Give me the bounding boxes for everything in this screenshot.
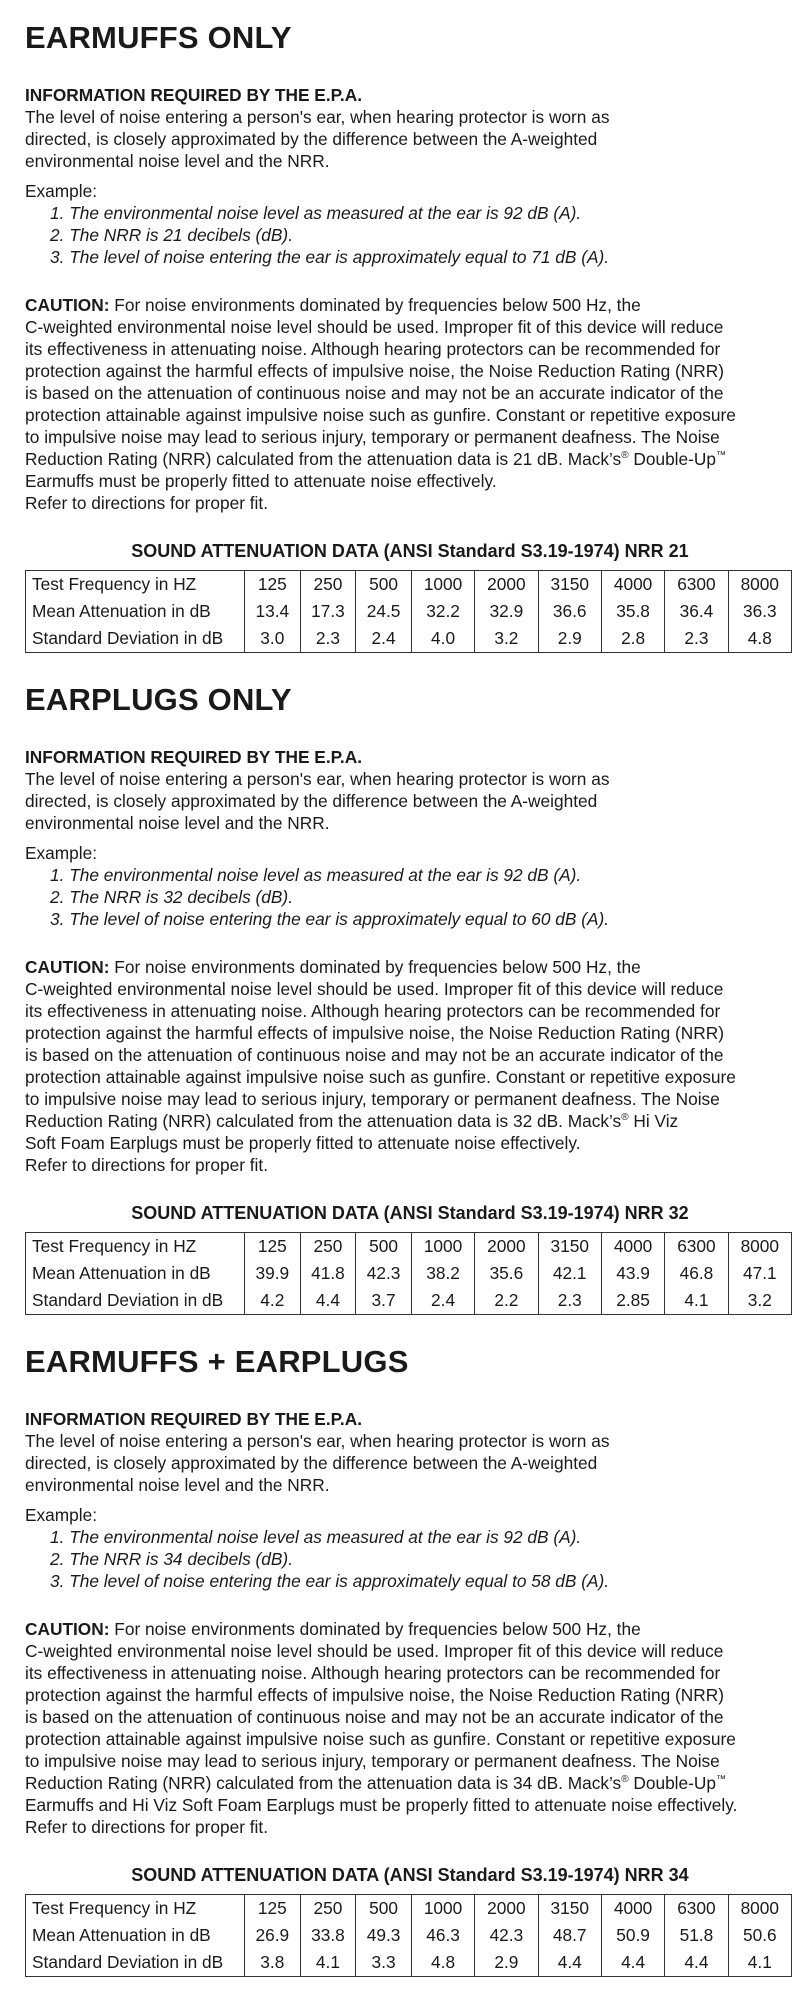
table-row	[26, 1949, 792, 1977]
table-cell: 32.9	[475, 598, 538, 625]
table-cell: 42.1	[538, 1260, 601, 1287]
table-title: SOUND ATTENUATION DATA (ANSI Standard S3.19-1974) NRR 34	[131, 1865, 689, 1885]
table-title: SOUND ATTENUATION DATA (ANSI Standard S3.19-1974) NRR 21	[131, 541, 689, 561]
caution-line: Earmuffs must be properly fitted to attenuate noise effectively.	[25, 471, 497, 491]
caution-text: For noise environments dominated by frequencies below 500 Hz, the	[109, 1619, 641, 1639]
table-cell: 2.4	[411, 1287, 474, 1315]
caution-line	[25, 956, 795, 978]
table-row	[26, 1233, 792, 1261]
table-cell: 35.6	[475, 1260, 538, 1287]
table-row	[26, 1922, 792, 1949]
table-cell: 3.2	[728, 1287, 791, 1315]
example-block	[25, 180, 795, 268]
table-cell: 2.3	[665, 625, 728, 653]
epa-info-block	[25, 746, 795, 834]
table-cell: 6300	[665, 1233, 728, 1261]
caution-line: C-weighted environmental noise level should be used. Improper fit of this device will reduce	[25, 1641, 724, 1661]
table-cell: 2.9	[475, 1949, 538, 1977]
table-title: SOUND ATTENUATION DATA (ANSI Standard S3.19-1974) NRR 32	[131, 1203, 689, 1223]
table-cell: 125	[245, 1233, 301, 1261]
caution-label: CAUTION:	[25, 1619, 110, 1639]
table-cell: 4000	[601, 1895, 664, 1923]
table-cell: 32.2	[411, 598, 474, 625]
caution-line: its effectiveness in attenuating noise. Although hearing protectors can be recommended for	[25, 1001, 721, 1021]
table-cell: 4.4	[300, 1287, 356, 1315]
row-label: Mean Attenuation in dB	[26, 598, 245, 625]
table-cell: 2.4	[356, 625, 412, 653]
table-cell: 42.3	[356, 1260, 412, 1287]
table-cell: 4.8	[411, 1949, 474, 1977]
caution-line: protection against the harmful effects of impulsive noise, the Noise Reduction Rating (NRR)	[25, 361, 724, 381]
table-cell: 2.3	[300, 625, 356, 653]
table-cell: 43.9	[601, 1260, 664, 1287]
table-cell: 8000	[728, 1233, 791, 1261]
caution-line: Reduction Rating (NRR) calculated from the attenuation data is 21 dB. Mack’s® Double-Up™	[25, 449, 726, 469]
table-row	[26, 571, 792, 599]
table-cell: 33.8	[300, 1922, 356, 1949]
caution-line: Earmuffs and Hi Viz Soft Foam Earplugs must be properly fitted to attenuate noise effectively.	[25, 1795, 738, 1815]
row-label: Mean Attenuation in dB	[26, 1922, 245, 1949]
example-label: Example:	[25, 1505, 98, 1525]
caution-block	[25, 1618, 795, 1838]
epa-line: The level of noise entering a person's ear, when hearing protector is worn as	[25, 1431, 610, 1451]
caution-line: is based on the attenuation of continuous noise and may not be an accurate indicator of the	[25, 383, 724, 403]
epa-line: environmental noise level and the NRR.	[25, 151, 330, 171]
row-label: Standard Deviation in dB	[26, 1287, 245, 1315]
table-cell: 51.8	[665, 1922, 728, 1949]
table-cell: 36.3	[728, 598, 791, 625]
epa-title: INFORMATION REQUIRED BY THE E.P.A.	[25, 1409, 363, 1429]
table-cell: 6300	[665, 1895, 728, 1923]
example-label: Example:	[25, 181, 98, 201]
table-cell: 1000	[411, 1233, 474, 1261]
epa-line: directed, is closely approximated by the difference between the A-weighted	[25, 1453, 598, 1473]
row-label: Standard Deviation in dB	[26, 625, 245, 653]
table-cell: 47.1	[728, 1260, 791, 1287]
table-cell: 2.3	[538, 1287, 601, 1315]
table-cell: 42.3	[475, 1922, 538, 1949]
table-cell: 4.4	[665, 1949, 728, 1977]
caution-block	[25, 294, 795, 514]
table-cell: 26.9	[245, 1922, 301, 1949]
row-label: Test Frequency in HZ	[26, 571, 245, 599]
caution-line: its effectiveness in attenuating noise. Although hearing protectors can be recommended for	[25, 339, 721, 359]
example-item: 2. The NRR is 32 decibels (dB).	[50, 887, 293, 907]
caution-label: CAUTION:	[25, 295, 110, 315]
caution-line	[25, 1618, 795, 1640]
caution-line: protection attainable against impulsive noise such as gunfire. Constant or repetitive exposure	[25, 405, 736, 425]
caution-line: to impulsive noise may lead to serious injury, temporary or permanent deafness. The Noise	[25, 427, 720, 447]
table-cell: 8000	[728, 1895, 791, 1923]
table-cell: 3.8	[245, 1949, 301, 1977]
table-cell: 250	[300, 1233, 356, 1261]
table-cell: 6300	[665, 571, 728, 599]
table-cell: 4.1	[728, 1949, 791, 1977]
table-cell: 4.0	[411, 625, 474, 653]
table-cell: 41.8	[300, 1260, 356, 1287]
caution-line: C-weighted environmental noise level should be used. Improper fit of this device will reduce	[25, 317, 724, 337]
table-row	[26, 1260, 792, 1287]
caution-line: protection against the harmful effects of impulsive noise, the Noise Reduction Rating (NRR)	[25, 1685, 724, 1705]
caution-block	[25, 956, 795, 1176]
section-heading: EARMUFFS ONLY	[25, 20, 292, 55]
table-cell: 125	[245, 1895, 301, 1923]
table-row	[26, 1287, 792, 1315]
table-cell: 4.1	[665, 1287, 728, 1315]
table-cell: 3150	[538, 571, 601, 599]
caution-line: protection attainable against impulsive noise such as gunfire. Constant or repetitive exposure	[25, 1729, 736, 1749]
table-cell: 35.8	[601, 598, 664, 625]
caution-line: its effectiveness in attenuating noise. Although hearing protectors can be recommended for	[25, 1663, 721, 1683]
epa-line: environmental noise level and the NRR.	[25, 1475, 330, 1495]
caution-text: For noise environments dominated by frequencies below 500 Hz, the	[109, 957, 641, 977]
example-label: Example:	[25, 843, 98, 863]
table-cell: 8000	[728, 571, 791, 599]
caution-line: to impulsive noise may lead to serious injury, temporary or permanent deafness. The Noise	[25, 1089, 720, 1109]
epa-line: directed, is closely approximated by the difference between the A-weighted	[25, 791, 598, 811]
caution-line: protection against the harmful effects of impulsive noise, the Noise Reduction Rating (NRR)	[25, 1023, 724, 1043]
table-cell: 50.6	[728, 1922, 791, 1949]
epa-line: environmental noise level and the NRR.	[25, 813, 330, 833]
table-cell: 2.2	[475, 1287, 538, 1315]
caution-line	[25, 294, 795, 316]
table-cell: 3.0	[245, 625, 301, 653]
table-cell: 125	[245, 571, 301, 599]
example-item: 3. The level of noise entering the ear is approximately equal to 60 dB (A).	[50, 909, 610, 929]
table-cell: 500	[356, 571, 412, 599]
example-block	[25, 1504, 795, 1592]
attenuation-table	[25, 1232, 792, 1315]
table-cell: 250	[300, 571, 356, 599]
table-cell: 3.2	[475, 625, 538, 653]
example-item: 2. The NRR is 34 decibels (dB).	[50, 1549, 293, 1569]
table-row	[26, 625, 792, 653]
epa-info-block	[25, 84, 795, 172]
table-cell: 49.3	[356, 1922, 412, 1949]
caution-line: is based on the attenuation of continuous noise and may not be an accurate indicator of the	[25, 1045, 724, 1065]
example-block	[25, 842, 795, 930]
example-item: 3. The level of noise entering the ear is approximately equal to 58 dB (A).	[50, 1571, 610, 1591]
table-cell: 4000	[601, 571, 664, 599]
table-cell: 2.85	[601, 1287, 664, 1315]
caution-label: CAUTION:	[25, 957, 110, 977]
table-cell: 250	[300, 1895, 356, 1923]
epa-line: directed, is closely approximated by the difference between the A-weighted	[25, 129, 598, 149]
caution-line: is based on the attenuation of continuous noise and may not be an accurate indicator of the	[25, 1707, 724, 1727]
caution-line: Soft Foam Earplugs must be properly fitted to attenuate noise effectively.	[25, 1133, 581, 1153]
table-cell: 4.8	[728, 625, 791, 653]
table-cell: 3150	[538, 1233, 601, 1261]
table-cell: 4.2	[245, 1287, 301, 1315]
epa-info-block	[25, 1408, 795, 1496]
epa-line: The level of noise entering a person's ear, when hearing protector is worn as	[25, 769, 610, 789]
table-cell: 2.9	[538, 625, 601, 653]
table-cell: 2000	[475, 1895, 538, 1923]
table-cell: 48.7	[538, 1922, 601, 1949]
table-cell: 2000	[475, 571, 538, 599]
epa-title: INFORMATION REQUIRED BY THE E.P.A.	[25, 747, 363, 767]
table-cell: 36.4	[665, 598, 728, 625]
table-cell: 46.3	[411, 1922, 474, 1949]
section-heading: EARMUFFS + EARPLUGS	[25, 1344, 409, 1379]
caution-line: to impulsive noise may lead to serious injury, temporary or permanent deafness. The Noise	[25, 1751, 720, 1771]
example-item: 2. The NRR is 21 decibels (dB).	[50, 225, 293, 245]
caution-line: Refer to directions for proper fit.	[25, 1155, 269, 1175]
table-cell: 24.5	[356, 598, 412, 625]
table-cell: 4.4	[601, 1949, 664, 1977]
table-cell: 13.4	[245, 598, 301, 625]
row-label: Test Frequency in HZ	[26, 1233, 245, 1261]
table-cell: 4.1	[300, 1949, 356, 1977]
row-label: Standard Deviation in dB	[26, 1949, 245, 1977]
example-item: 1. The environmental noise level as measured at the ear is 92 dB (A).	[50, 1527, 582, 1547]
table-cell: 2.8	[601, 625, 664, 653]
example-item: 1. The environmental noise level as measured at the ear is 92 dB (A).	[50, 203, 582, 223]
caution-text: For noise environments dominated by frequencies below 500 Hz, the	[109, 295, 641, 315]
table-cell: 46.8	[665, 1260, 728, 1287]
table-cell: 500	[356, 1895, 412, 1923]
section-heading: EARPLUGS ONLY	[25, 682, 292, 717]
table-cell: 38.2	[411, 1260, 474, 1287]
table-cell: 3.3	[356, 1949, 412, 1977]
example-item: 3. The level of noise entering the ear is approximately equal to 71 dB (A).	[50, 247, 610, 267]
table-cell: 36.6	[538, 598, 601, 625]
table-cell: 1000	[411, 571, 474, 599]
table-row	[26, 598, 792, 625]
row-label: Test Frequency in HZ	[26, 1895, 245, 1923]
table-cell: 50.9	[601, 1922, 664, 1949]
row-label: Mean Attenuation in dB	[26, 1260, 245, 1287]
attenuation-table	[25, 570, 792, 653]
caution-line: protection attainable against impulsive noise such as gunfire. Constant or repetitive exposure	[25, 1067, 736, 1087]
caution-line: Refer to directions for proper fit.	[25, 1817, 269, 1837]
table-cell: 3.7	[356, 1287, 412, 1315]
table-row	[26, 1895, 792, 1923]
example-item: 1. The environmental noise level as measured at the ear is 92 dB (A).	[50, 865, 582, 885]
caution-line: Refer to directions for proper fit.	[25, 493, 269, 513]
epa-title: INFORMATION REQUIRED BY THE E.P.A.	[25, 85, 363, 105]
table-cell: 3150	[538, 1895, 601, 1923]
caution-line: C-weighted environmental noise level should be used. Improper fit of this device will reduce	[25, 979, 724, 999]
table-cell: 1000	[411, 1895, 474, 1923]
attenuation-table	[25, 1894, 792, 1977]
table-cell: 4000	[601, 1233, 664, 1261]
table-cell: 4.4	[538, 1949, 601, 1977]
table-cell: 39.9	[245, 1260, 301, 1287]
table-cell: 17.3	[300, 598, 356, 625]
table-cell: 500	[356, 1233, 412, 1261]
table-cell: 2000	[475, 1233, 538, 1261]
epa-line: The level of noise entering a person's ear, when hearing protector is worn as	[25, 107, 610, 127]
caution-line: Reduction Rating (NRR) calculated from the attenuation data is 32 dB. Mack’s® Hi Viz	[25, 1111, 679, 1131]
caution-line: Reduction Rating (NRR) calculated from the attenuation data is 34 dB. Mack’s® Double-Up™	[25, 1773, 726, 1793]
